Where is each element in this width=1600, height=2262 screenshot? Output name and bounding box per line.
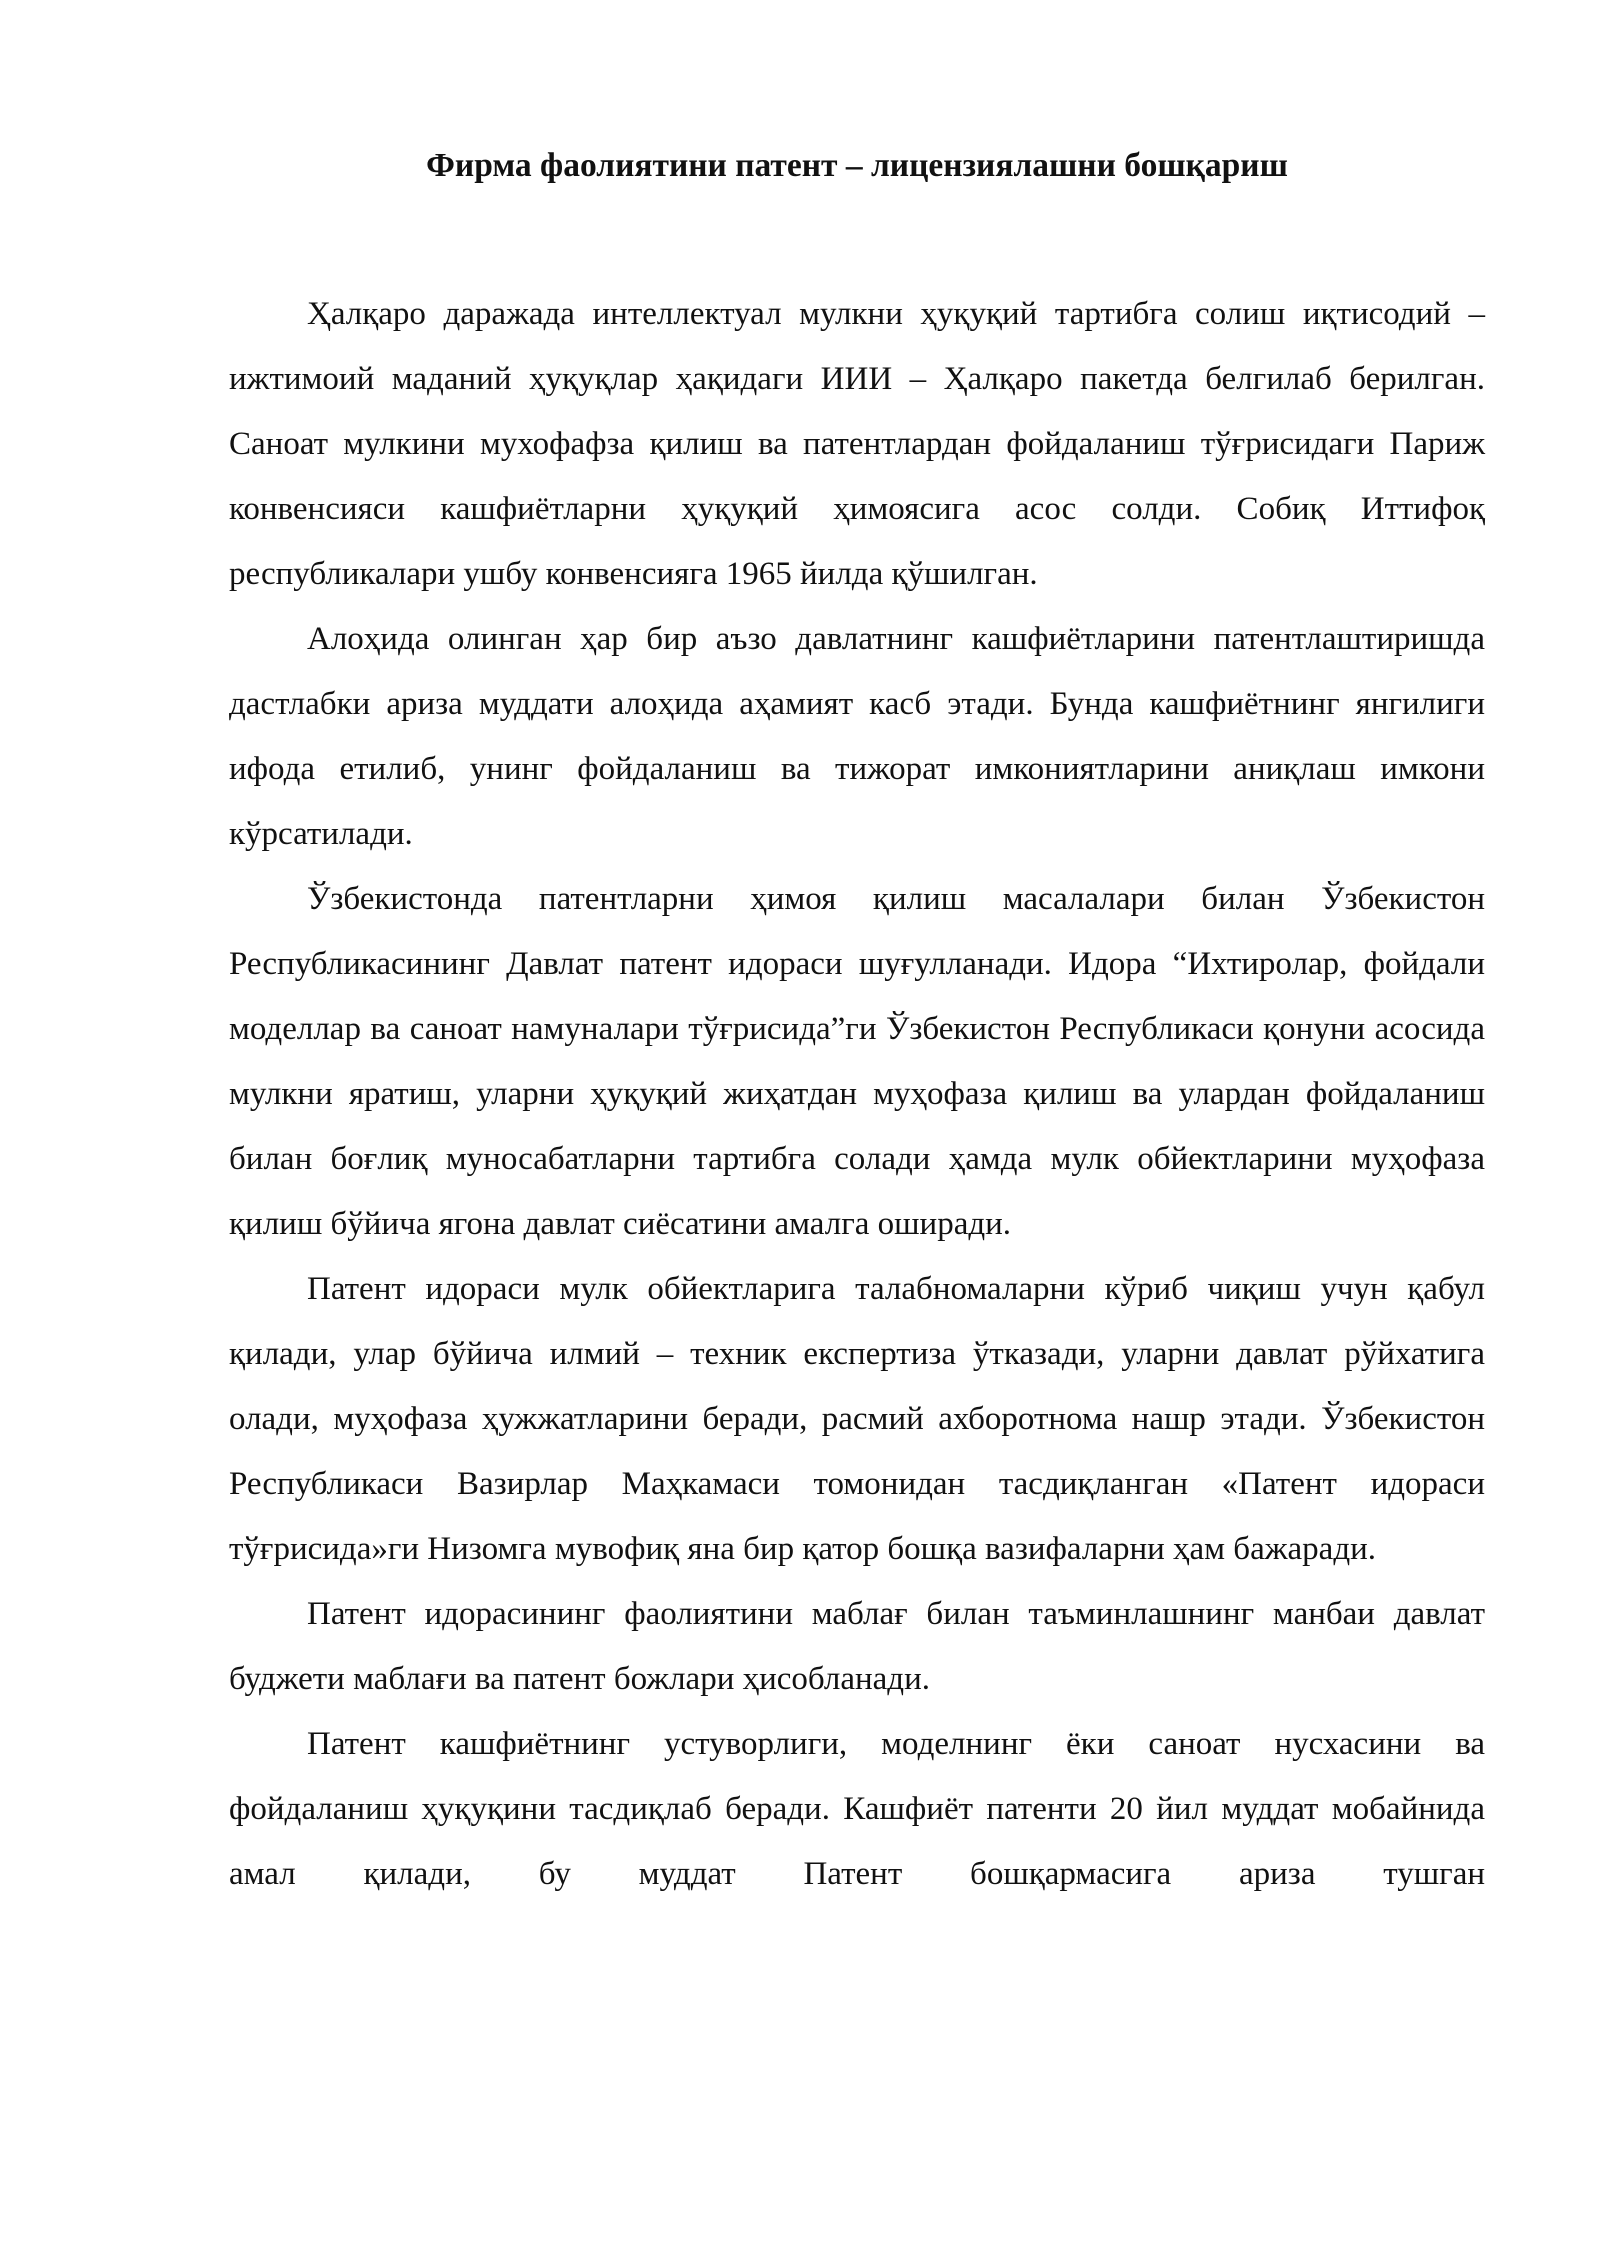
paragraph-office-functions: Патент идораси мулк обйектларига талабномаларни кўриб чиқиш учун қабул қилади, улар бўйича илмий – техник експертиза ўтказади, уларни давлат рўйхатига олади, муҳофаза ҳужжатларини беради, расмий ахборотнома нашр этади. Ўзбекистон Республикаси Вазирлар Маҳкамаси томонидан тасдиқланган «Патент идораси тўғрисида»ги Низомга мувофиқ яна бир қатор бошқа вазифаларни ҳам бажаради.: [229, 1271, 1485, 1567]
paragraph-priority-filing: Алоҳида олинган ҳар бир аъзо давлатнинг кашфиётларини патентлаштиришда дастлабки ариза муддати алоҳида аҳамият касб этади. Бунда кашфиётнинг янгилиги ифода етилиб, унинг фойдаланиш ва тижорат имкониятларини аниқлаш имкони кўрсатилади.: [229, 621, 1485, 852]
paragraph-international-regulation: Ҳалқаро даражада интеллектуал мулкни ҳуқуқий тартибга солиш иқтисодий – ижтимоий маданий ҳуқуқлар ҳақидаги ИИИ – Ҳалқаро пакетда белгилаб берилган. Саноат мулкини мухофафза қилиш ва патентлардан фойдаланиш тўғрисидаги Париж конвенсияси кашфиётларни ҳуқуқий ҳимоясига асос солди. Собиқ Иттифоқ республикалари ушбу конвенсияга 1965 йилда қўшилган.: [229, 296, 1485, 592]
document-title: Фирма фаолиятини патент – лицензиялашни бошқариш: [426, 147, 1288, 184]
paragraph-office-funding: Патент идорасининг фаолиятини маблағ билан таъминлашнинг манбаи давлат буджети маблағи ва патент божлари ҳисобланади.: [229, 1596, 1485, 1697]
document-body: [229, 282, 1485, 1907]
paragraph-uzbek-patent-office: Ўзбекистонда патентларни ҳимоя қилиш масалалари билан Ўзбекистон Республикасининг Давлат патент идораси шуғулланади. Идора “Ихтиролар, фойдали моделлар ва саноат намуналари тўғрисида”ги Ўзбекистон Республикаси қонуни асосида мулкни яратиш, уларни ҳуқуқий жиҳатдан муҳофаза қилиш ва улардан фойдаланиш билан боғлиқ муносабатларни тартибга солади ҳамда мулк обйектларини муҳофаза қилиш бўйича ягона давлат сиёсатини амалга оширади.: [229, 881, 1485, 1242]
paragraph-patent-term: Патент кашфиётнинг устуворлиги, моделнинг ёки саноат нусхасини ва фойдаланиш ҳуқуқини тасдиқлаб беради. Кашфиёт патенти 20 йил муддат мобайнида амал қилади, бу муддат Патент бошқармасига ариза тушган: [229, 1726, 1485, 1892]
